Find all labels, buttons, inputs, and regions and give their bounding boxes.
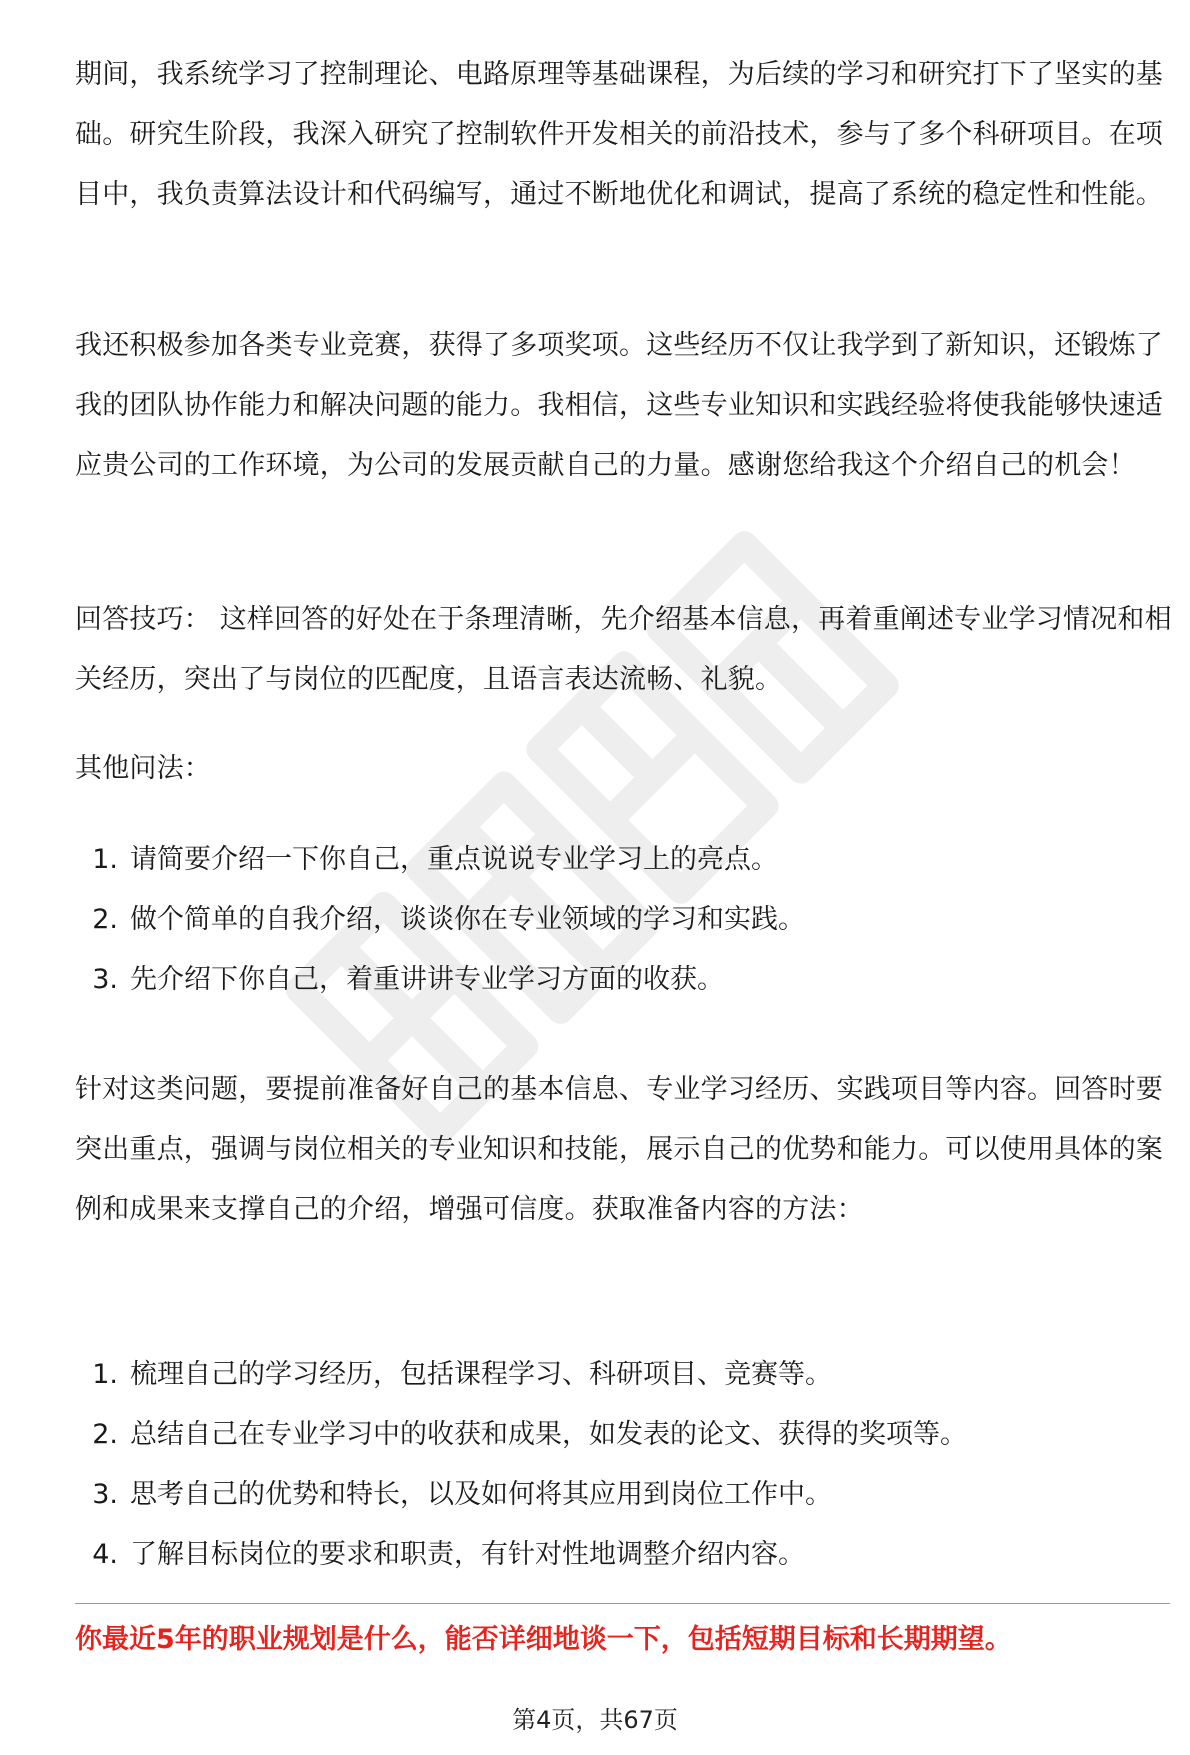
list-item-number: 2.	[92, 904, 118, 935]
list-item-number: 3.	[92, 964, 118, 995]
list-item	[75, 830, 805, 890]
list-item-text: 做个简单的自我介绍，谈谈你在专业领域的学习和实践。	[130, 904, 805, 935]
heading-other-questions: 其他问法：	[75, 753, 211, 784]
list-item-number: 1.	[92, 1359, 118, 1390]
list-item-text: 了解目标岗位的要求和职责，有针对性地调整介绍内容。	[130, 1539, 805, 1570]
paragraph-answer-tips: 回答技巧： 这样回答的好处在于条理清晰，先介绍基本信息，再着重阐述专业学习情况和相关经历，突出了与岗位的匹配度，且语言表达流畅、礼貌。	[75, 604, 1172, 695]
list-item	[75, 950, 805, 1010]
paragraph-preparation-advice: 针对这类问题，要提前准备好自己的基本信息、专业学习经历、实践项目等内容。回答时要突出重点，强调与岗位相关的专业知识和技能，展示自己的优势和能力。可以使用具体的案例和成果来支撑自己的介绍，增强可信度。获取准备内容的方法：	[75, 1074, 1163, 1225]
next-question-heading: 你最近5年的职业规划是什么，能否详细地谈一下，包括短期目标和长期期望。	[75, 1624, 1012, 1655]
list-item-number: 1.	[92, 844, 118, 875]
section-divider	[75, 1603, 1170, 1604]
page-number: 第4页，共67页	[512, 1706, 678, 1734]
list-item	[75, 1405, 967, 1465]
list-item-text: 总结自己在专业学习中的收获和成果，如发表的论文、获得的奖项等。	[130, 1419, 967, 1450]
paragraph-competitions: 我还积极参加各类专业竞赛，获得了多项奖项。这些经历不仅让我学到了新知识，还锻炼了我的团队协作能力和解决问题的能力。我相信，这些专业知识和实践经验将使我能够快速适应贵公司的工作环境，为公司的发展贡献自己的力量。感谢您给我这个介绍自己的机会！	[75, 330, 1163, 481]
list-item	[75, 1525, 967, 1585]
list-item-text: 请简要介绍一下你自己，重点说说专业学习上的亮点。	[130, 844, 778, 875]
list-item-number: 2.	[92, 1419, 118, 1450]
list-item-number: 3.	[92, 1479, 118, 1510]
list-item	[75, 1345, 967, 1405]
preparation-methods-list	[75, 1345, 967, 1585]
list-item	[75, 890, 805, 950]
list-item-text: 思考自己的优势和特长，以及如何将其应用到岗位工作中。	[130, 1479, 832, 1510]
list-item-text: 梳理自己的学习经历，包括课程学习、科研项目、竞赛等。	[130, 1359, 832, 1390]
list-item-number: 4.	[92, 1539, 118, 1570]
other-questions-list	[75, 830, 805, 1010]
paragraph-study-experience: 期间，我系统学习了控制理论、电路原理等基础课程，为后续的学习和研究打下了坚实的基础。研究生阶段，我深入研究了控制软件开发相关的前沿技术，参与了多个科研项目。在项目中，我负责算法设计和代码编写，通过不断地优化和调试，提高了系统的稳定性和性能。	[75, 59, 1163, 210]
list-item-text: 先介绍下你自己，着重讲讲专业学习方面的收获。	[130, 964, 724, 995]
list-item	[75, 1465, 967, 1525]
